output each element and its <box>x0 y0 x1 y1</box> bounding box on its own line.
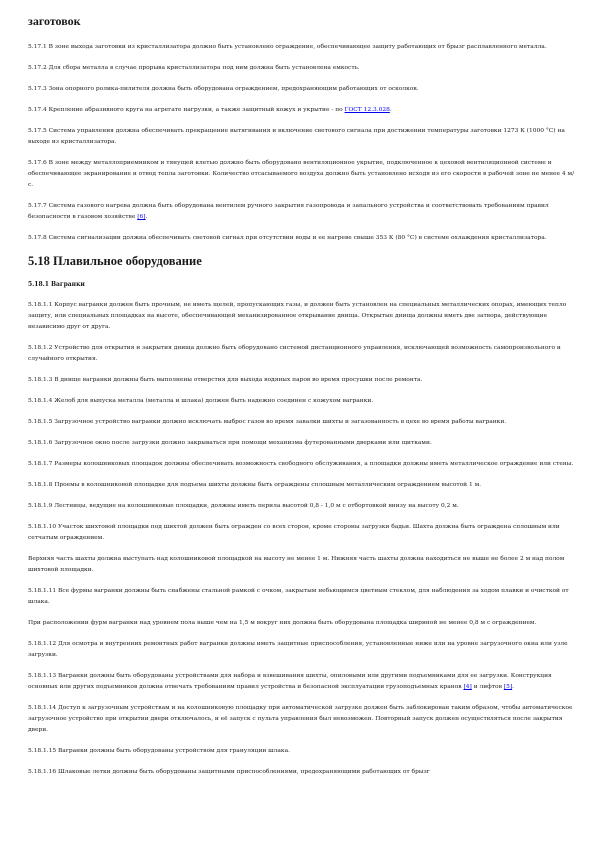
paragraph-shaft-top: Верхняя часть шахты должна выступать над колошниковой площадкой на высоту не менее 1 м. Нижняя часть шахты должна находиться не выше не более 2 м над полом шихтовой площадки. <box>28 556 565 573</box>
reference-link[interactable]: [5] <box>503 684 513 690</box>
paragraph-tail: . <box>389 107 392 113</box>
paragraph-5-18-1-9: 5.18.1.9 Лестницы, ведущие на колошниковые площадки, должны иметь перила высотой 0,8 - 1,0 м с отбортовкой внизу на высоту 0,2 м. <box>28 503 459 509</box>
paragraph-5-18-1-1: 5.18.1.1 Корпус вагранки должен быть прочным, не иметь щелей, пропускающих газы, и должен быть установлен на специальных металлических опорах, имеющих тепло защиту, или специальных площадках на высоте, обеспечивающей механизированное открывание днища. Открытые днища должны иметь две затвора, действующие независимо друг от друга. <box>28 302 567 330</box>
paragraph-5-18-1-15: 5.18.1.15 Вагранки должны быть оборудованы устройством для грануляции шлака. <box>28 748 290 754</box>
paragraph-5-18-1-4: 5.18.1.4 Желоб для выпуска металла (металла и шлака) должен быть надежно соединен с кожухом вагранки. <box>28 398 374 404</box>
paragraph-5-17-1: 5.17.1 В зоне выхода заготовки из кристаллизатора должно быть установлено ограждение, обеспечивающее защиту работающих от брызг расплавленного металла. <box>28 44 547 50</box>
paragraph-5-18-1-14: 5.18.1.14 Доступ к загрузочным устройствам и на колошниковую площадку при автоматической загрузке должен быть заблокирован таким образом, чтобы автоматическое загрузочное устройство при открытии двери отключалось, и её запуск с пульта управления был невозможен. Повторный запуск должен осуществляться после закрытия двери. <box>28 705 573 733</box>
reference-link[interactable]: [4] <box>463 684 472 690</box>
paragraph-tuyere-platform: При расположении фурм вагранки над уровнем пола выше чем на 1,5 м вокруг них должна быть оборудована площадка шириной не менее 0,8 м с ограждением. <box>28 620 537 626</box>
paragraph-5-17-4 <box>28 105 576 116</box>
paragraph-tail: . <box>145 214 148 220</box>
paragraph-tail: . <box>512 684 515 690</box>
paragraph-5-18-1-6: 5.18.1.6 Загрузочное окно после загрузки должно закрываться при помощи механизма футерованными дверками или щитками. <box>28 440 432 446</box>
paragraph-5-17-6: 5.17.6 В зоне между металлоприемником и тянущей клетью должно быть оборудовано вентиляционное укрытие, подключенное к цеховой вентиляционной системе и обеспечивающее экранирование и отвод тепла заготовки. Количество отсасываемого воздуха должно быть установлено исходя из его скорости в рабочей зоне не менее 4 м/с. <box>28 160 575 188</box>
paragraph-5-18-1-5: 5.18.1.5 Загрузочное устройство вагранки должно исключать выброс газов во время завалки шихты и загазованность в цехе во время работы вагранки. <box>28 419 507 425</box>
section-heading: 5.18 Плавильное оборудование <box>28 254 202 268</box>
paragraph-text: 5.18.1.13 Вагранки должны быть оборудованы устройствами для набора и взвешивания шихты, опиловыми или другими подъемниками для ее загрузки. Конструкция основных или других подъемников должна отвечать требованиям правил устройства и безопасной эксплуатации грузоподъемных кранов <box>28 673 552 690</box>
gost-link[interactable]: ГОСТ 12.3.028 <box>344 107 390 113</box>
paragraph-text: 5.17.7 Система газового нагрева должна быть оборудована вентилем ручного закрытия газопровода и запального устройства и соответствовать требованиям правил безопасности в газовом хозяйстве <box>28 203 549 220</box>
paragraph-5-18-1-8: 5.18.1.8 Проемы в колошниковой площадке для подъема шихты должны быть ограждены сплошным металлическим ограждением высотой 1 м. <box>28 482 482 488</box>
paragraph-5-17-8: 5.17.8 Система сигнализации должна обеспечивать световой сигнал при отсутствии воды и ее нагреве свыше 353 К (80 °С) в системе охлаждения кристаллизатора. <box>28 235 547 241</box>
document-page <box>28 14 576 788</box>
paragraph-5-18-1-10: 5.18.1.10 Участок шихтовой площадки под шихтой должен быть огражден со всех сторон, кроме стороны загрузки бадьи. Шахта должна быть ограждена сплошным или сетчатым ограждением. <box>28 524 560 541</box>
paragraph-5-18-1-7: 5.18.1.7 Размеры колошниковых площадок должны обеспечивать возможность свободного обслуживания, а площадки должны иметь металлическое ограждение или стены. <box>28 461 574 467</box>
paragraph-5-18-1-2: 5.18.1.2 Устройство для открытия и закрытия днища должно быть оборудовано системой дистанционного управления, исключающей возможность самопроизвольного и случайного открытия. <box>28 345 561 362</box>
paragraph-5-17-3: 5.17.3 Зона опорного ролика-пилителя должна быть оборудована ограждением, предохраняющим работающих от осколков. <box>28 86 419 92</box>
top-heading: заготовок <box>28 14 81 28</box>
reference-link[interactable]: [6] <box>137 214 146 220</box>
paragraph-5-18-1-13 <box>28 671 576 693</box>
paragraph-5-18-1-12: 5.18.1.12 Для осмотра и внутренних ремонтных работ вагранки должны иметь защитные приспособления, установленные ниже или на уровне загрузочного окна или узле загрузки. <box>28 641 568 658</box>
paragraph-5-18-1-11: 5.18.1.11 Все фурмы вагранки должны быть снабжены стальной рамкой с очком, закрытым небьющимся цветным стеклом, для наблюдения за ходом плавки и очисткой от шлака. <box>28 588 569 605</box>
subsection-heading: 5.18.1 Вагранки <box>28 281 85 288</box>
paragraph-5-18-1-16: 5.18.1.16 Шлаковые летки должны быть оборудованы защитными приспособлениями, предохраняющими работающих от брызг <box>28 769 430 775</box>
paragraph-5-17-5: 5.17.5 Система управления должна обеспечивать прекращение вытягивания и включение светового сигнала при достижении температуры заготовки 1273 К (1000 °С) на выходе из кристаллизатора. <box>28 128 565 145</box>
paragraph-mid: и лифтов <box>473 684 502 690</box>
paragraph-5-17-2: 5.17.2 Для сбора металла в случае прорыва кристаллизатора под ним должна быть установлена емкость. <box>28 65 360 71</box>
paragraph-5-17-7 <box>28 201 576 223</box>
paragraph-5-18-1-3: 5.18.1.3 В днище вагранки должны быть выполнены отверстия для выхода водяных паров во время просушки после ремонта. <box>28 377 423 383</box>
paragraph-text: 5.17.4 Крепление абразивного круга на агрегате нагрузки, а также защитный кожух и укрытие - по <box>28 107 343 113</box>
